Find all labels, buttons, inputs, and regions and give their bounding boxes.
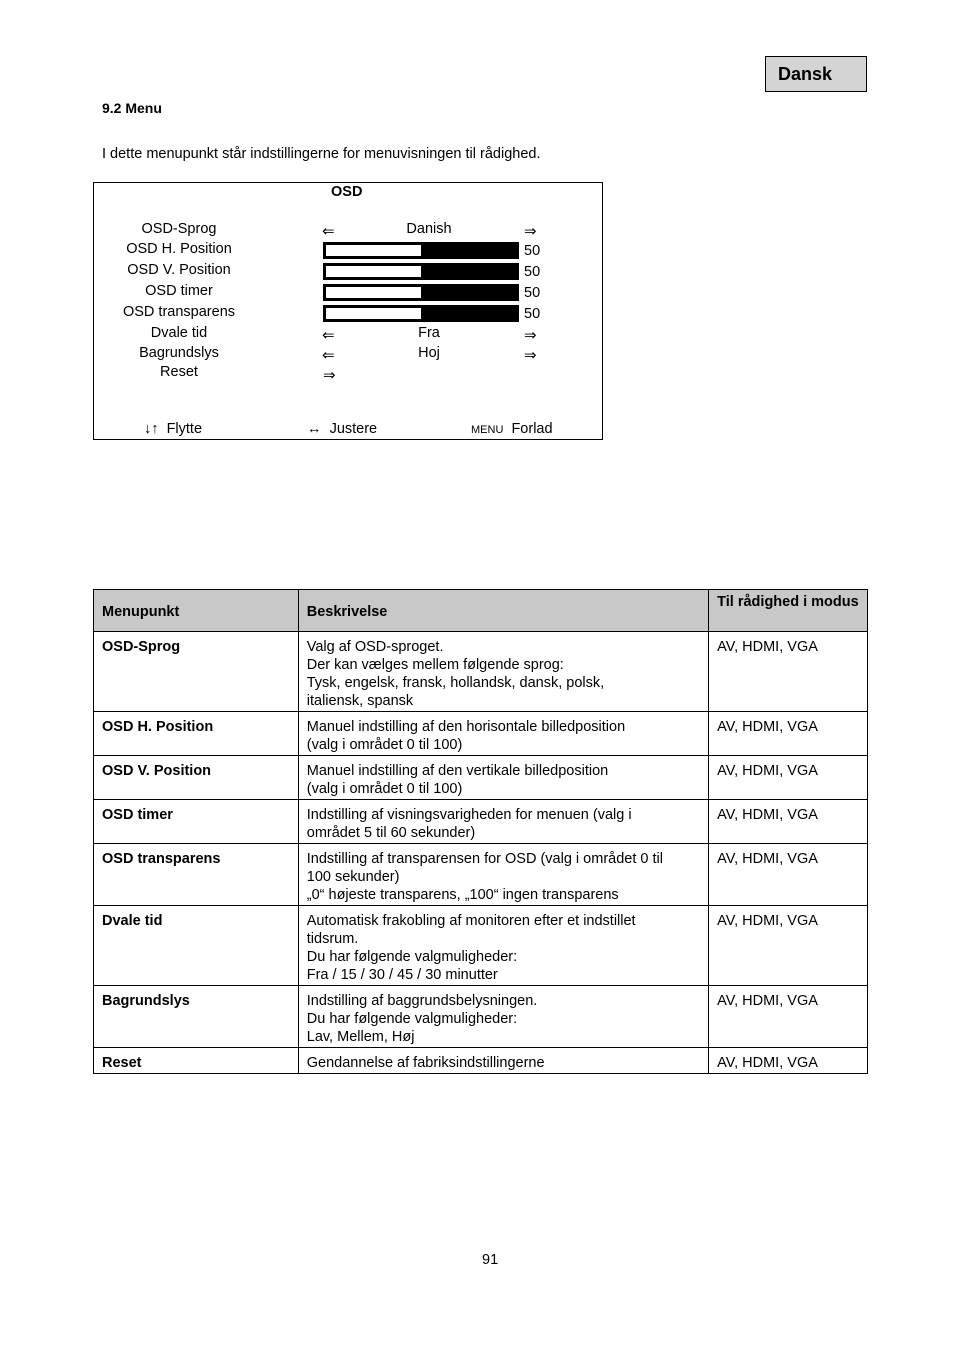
col-header-item: Menupunkt	[94, 590, 299, 632]
table-row	[94, 844, 868, 906]
osd-item-label: OSD timer	[145, 283, 213, 299]
description-line: Manuel indstilling af den horisontale billedposition	[306, 719, 626, 735]
description-line: Valg af OSD-sproget.	[306, 639, 444, 655]
osd-item-label: OSD V. Position	[127, 262, 231, 278]
description-line: italiensk, spansk	[306, 693, 414, 709]
description-line: Der kan vælges mellem følgende sprog:	[306, 657, 564, 673]
hint-move	[144, 421, 202, 437]
description-line: (valg i området 0 til 100)	[306, 781, 463, 797]
description-line: Indstilling af baggrundsbelysningen.	[306, 993, 538, 1009]
row-mode: AV, HDMI, VGA	[709, 1048, 868, 1074]
menu-spec-table	[93, 589, 868, 1074]
osd-title: OSD	[331, 184, 363, 200]
row-description	[298, 1048, 708, 1074]
osd-item-label: OSD transparens	[122, 304, 236, 320]
language-tab: Dansk	[765, 56, 867, 92]
description-line: Du har følgende valgmuligheder:	[306, 1011, 518, 1027]
osd-item-label: Dvale tid	[150, 325, 208, 341]
left-double-arrow-icon: ⇐	[322, 327, 335, 344]
description-line: 100 sekunder)	[306, 869, 400, 885]
menu-key: MENU	[471, 424, 504, 436]
table-row	[94, 756, 868, 800]
up-down-arrows-icon: ↓↑	[144, 421, 159, 437]
osd-level-bar-fill	[325, 286, 422, 299]
row-item-name: Dvale tid	[94, 906, 299, 986]
osd-menu-diagram	[93, 182, 603, 440]
row-mode: AV, HDMI, VGA	[709, 756, 868, 800]
osd-item-value: Hoj	[418, 345, 440, 361]
osd-level-bar	[323, 263, 519, 280]
right-double-arrow-icon: ⇒	[323, 367, 336, 384]
hint-adjust-label: Justere	[329, 421, 378, 437]
osd-item-label: OSD H. Position	[126, 241, 232, 257]
description-line: Du har følgende valgmuligheder:	[306, 949, 518, 965]
osd-level-bar	[323, 305, 519, 322]
row-description	[298, 906, 708, 986]
right-double-arrow-icon: ⇒	[524, 347, 537, 364]
row-description	[298, 632, 708, 712]
osd-level-bar	[323, 284, 519, 301]
row-mode: AV, HDMI, VGA	[709, 632, 868, 712]
right-double-arrow-icon: ⇒	[524, 327, 537, 344]
description-line: området 5 til 60 sekunder)	[306, 825, 476, 841]
hint-move-label: Flytte	[166, 421, 203, 437]
osd-item-value: Danish	[406, 221, 452, 237]
row-mode: AV, HDMI, VGA	[709, 906, 868, 986]
description-line: „0“ højeste transparens, „100“ ingen transparens	[306, 887, 619, 903]
row-mode: AV, HDMI, VGA	[709, 800, 868, 844]
hint-exit	[471, 421, 553, 437]
osd-level-value: 50	[524, 243, 541, 259]
table-row	[94, 800, 868, 844]
col-header-mode: Til rådighed i modus	[709, 590, 868, 632]
osd-level-value: 50	[524, 306, 541, 322]
table-row	[94, 986, 868, 1048]
description-line: Automatisk frakobling af monitoren efter et indstillet	[306, 913, 636, 929]
table-row	[94, 632, 868, 712]
osd-item-value: Fra	[418, 325, 440, 341]
hint-adjust	[307, 421, 377, 437]
row-item-name: Bagrundslys	[94, 986, 299, 1048]
left-double-arrow-icon: ⇐	[322, 223, 335, 240]
description-line: Manuel indstilling af den vertikale billedposition	[306, 763, 609, 779]
row-description	[298, 756, 708, 800]
row-mode: AV, HDMI, VGA	[709, 712, 868, 756]
table-row	[94, 712, 868, 756]
row-mode: AV, HDMI, VGA	[709, 844, 868, 906]
osd-level-value: 50	[524, 264, 541, 280]
osd-item-label: Reset	[160, 364, 198, 380]
description-line: Fra / 15 / 30 / 45 / 30 minutter	[306, 967, 498, 983]
description-line: Indstilling af visningsvarigheden for menuen (valg i	[306, 807, 632, 823]
description-line: Indstilling af transparensen for OSD (valg i området 0 til	[306, 851, 663, 867]
row-item-name: OSD timer	[94, 800, 299, 844]
description-line: Lav, Mellem, Høj	[306, 1029, 415, 1045]
row-item-name: OSD transparens	[94, 844, 299, 906]
page-number: 91	[482, 1252, 499, 1268]
table-row	[94, 906, 868, 986]
row-description	[298, 800, 708, 844]
osd-item-label: OSD-Sprog	[141, 221, 217, 237]
table-header-row	[94, 590, 868, 632]
osd-level-bar	[323, 242, 519, 259]
description-line: Gendannelse af fabriksindstillingerne	[306, 1055, 545, 1071]
description-line: tidsrum.	[306, 931, 359, 947]
left-double-arrow-icon: ⇐	[322, 347, 335, 364]
osd-level-bar-fill	[325, 307, 422, 320]
row-description	[298, 986, 708, 1048]
intro-text: I dette menupunkt står indstillingerne for menuvisningen til rådighed.	[102, 146, 541, 162]
osd-level-bar-fill	[325, 265, 422, 278]
row-description	[298, 844, 708, 906]
description-line: (valg i området 0 til 100)	[306, 737, 463, 753]
left-right-arrow-icon: ↔	[307, 421, 322, 437]
row-description	[298, 712, 708, 756]
row-mode: AV, HDMI, VGA	[709, 986, 868, 1048]
osd-level-bar-fill	[325, 244, 422, 257]
osd-item-label: Bagrundslys	[139, 345, 219, 361]
section-title: 9.2 Menu	[102, 100, 162, 116]
row-item-name: OSD-Sprog	[94, 632, 299, 712]
osd-level-value: 50	[524, 285, 541, 301]
table-row	[94, 1048, 868, 1074]
row-item-name: OSD V. Position	[94, 756, 299, 800]
description-line: Tysk, engelsk, fransk, hollandsk, dansk, polsk,	[306, 675, 605, 691]
hint-exit-label: Forlad	[511, 421, 553, 437]
right-double-arrow-icon: ⇒	[524, 223, 537, 240]
row-item-name: Reset	[94, 1048, 299, 1074]
col-header-description: Beskrivelse	[298, 590, 708, 632]
row-item-name: OSD H. Position	[94, 712, 299, 756]
